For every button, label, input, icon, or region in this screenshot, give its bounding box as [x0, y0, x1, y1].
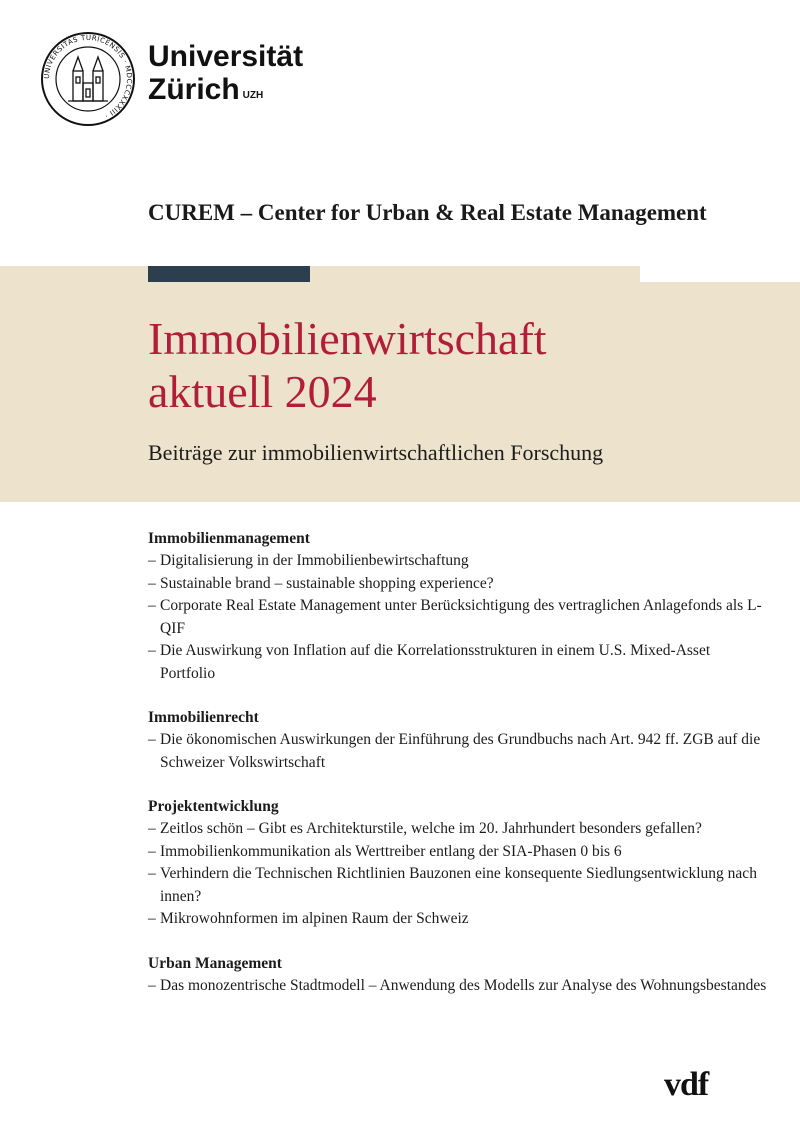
section-projektentwicklung: [148, 796, 768, 931]
center-name: CUREM – Center for Urban & Real Estate Management: [148, 200, 707, 225]
list-item: – Immobilienkommunikation als Werttreiber entlang der SIA-Phasen 0 bis 6: [148, 842, 622, 860]
list-item: – Mikrowohnformen im alpinen Raum der Schweiz: [148, 910, 469, 927]
section-immobilienrecht: [148, 707, 768, 774]
band-notch: [640, 266, 800, 282]
university-name-line2: Zürich: [148, 73, 240, 106]
university-name: [148, 40, 303, 106]
section-urban-management: [148, 953, 768, 998]
contents-list: [148, 528, 768, 1019]
list-item: – Zeitlos schön – Gibt es Architekturstile, welche im 20. Jahrhundert besonders gefallen?: [148, 820, 702, 837]
list-item: – Verhindern die Technischen Richtlinien Bauzonen eine konsequente Siedlungsentwicklung nach innen?: [148, 865, 757, 905]
section-heading: Urban Management: [148, 954, 282, 972]
section-immobilienmanagement: [148, 528, 768, 685]
book-title: [148, 312, 547, 418]
title-line2: aktuell 2024: [148, 366, 377, 417]
list-item: – Digitalisierung in der Immobilienbewirtschaftung: [148, 552, 469, 569]
university-name-line1: Universität: [148, 40, 304, 73]
list-item: – Die ökonomischen Auswirkungen der Einführung des Grundbuchs nach Art. 942 ff. ZGB auf die Schweizer Volkswirtschaft: [148, 731, 761, 771]
svg-text:UNIVERSITAS TURICENSIS · MDCCC: UNIVERSITAS TURICENSIS · MDCCCXXXIII ·: [42, 33, 134, 121]
list-item: – Die Auswirkung von Inflation auf die Korrelationsstrukturen in einem U.S. Mixed-Asset Portfolio: [148, 642, 711, 682]
section-heading: Projektentwicklung: [148, 798, 279, 815]
university-abbr: UZH: [242, 90, 264, 101]
band-accent-bar: [148, 266, 310, 282]
list-item: – Das monozentrische Stadtmodell – Anwendung des Modells zur Analyse des Wohnungsbestandes: [148, 976, 767, 994]
university-seal-logo: [40, 31, 136, 127]
section-heading: Immobilienrecht: [148, 709, 259, 726]
list-item: – Corporate Real Estate Management unter Berücksichtigung des vertraglichen Anlagefonds als L-QIF: [148, 597, 762, 637]
section-heading: Immobilienmanagement: [148, 530, 310, 547]
publisher-logo: vdf: [664, 1066, 709, 1103]
book-subtitle: Beiträge zur immobilienwirtschaftlichen Forschung: [148, 440, 604, 465]
list-item: – Sustainable brand – sustainable shopping experience?: [148, 574, 494, 592]
title-line1: Immobilienwirtschaft: [148, 313, 547, 364]
